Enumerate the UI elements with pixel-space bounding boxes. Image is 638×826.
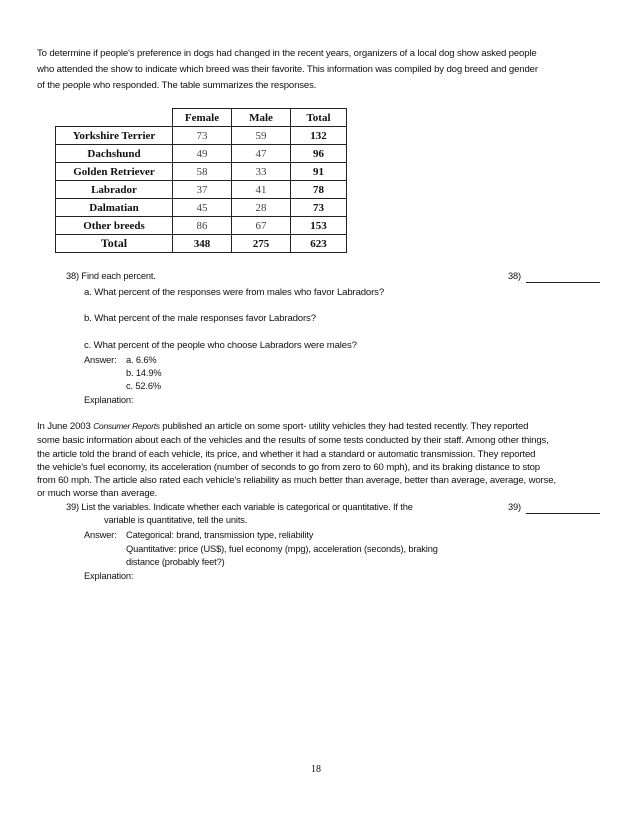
q39-prompt-line-1: 39) List the variables. Indicate whether each variable is categorical or quantitative. If the [66,502,413,512]
cell-male: 59 [232,127,291,145]
page-number: 18 [311,764,321,775]
row-label: Dachshund [56,145,173,163]
q38-answer-a: a. 6.6% [126,355,157,365]
q38-part-b: b. What percent of the male responses favor Labradors? [84,313,316,324]
q39-prompt-line-2: variable is quantitative, tell the units. [104,515,248,525]
q39-answer-line-2: Quantitative: price (US$), fuel economy (mpg), acceleration (seconds), braking [126,544,438,554]
table-total-row [56,235,347,253]
q39-answer-prefix: Answer: [84,530,117,540]
q38-answer-blank[interactable] [526,282,600,283]
cell-male: 33 [232,163,291,181]
cell-male: 47 [232,145,291,163]
q39-answer-blank[interactable] [526,513,600,514]
intro-line-1: To determine if people's preference in dogs had changed in the recent years, organizers of a local dog show asked people [37,48,537,59]
table-header-row [56,109,347,127]
q38-answer-b: b. 14.9% [126,368,162,378]
table-row [56,145,347,163]
para2-line-4: the vehicle's fuel economy, its acceleration (number of seconds to go from zero to 60 mph), and its braking distance to stop [37,462,540,473]
para2-line-6: or much worse than average. [37,488,158,499]
table-row [56,163,347,181]
q39-answer-line-3: distance (probably feet?) [126,557,225,567]
q38-answer-prefix: Answer: [84,355,117,365]
para2-line-2: some basic information about each of the vehicles and the results of some tests conducted by their staff. Among other things, [37,435,549,446]
intro-line-3: of the people who responded. The table summarizes the responses. [37,80,317,91]
q38-part-c: c. What percent of the people who choose Labradors were males? [84,340,357,351]
cell-female: 86 [173,217,232,235]
table-row [56,217,347,235]
para2-line-3: the article told the brand of each vehicle, its price, and whether it had a standard or automatic transmission. They reported [37,449,536,460]
q38-explanation: Explanation: [84,395,134,405]
cell-male: 28 [232,199,291,217]
header-female: Female [173,109,232,127]
intro-line-2: who attended the show to indicate which breed was their favorite. This information was compiled by dog breed and gender [37,64,538,75]
cell-female: 58 [173,163,232,181]
q38-answer-label: 38) [508,271,521,281]
header-total: Total [291,109,347,127]
table-row [56,199,347,217]
row-label: Other breeds [56,217,173,235]
table-corner [56,109,173,127]
cell-female: 37 [173,181,232,199]
cell-total: 153 [291,217,347,235]
row-label: Yorkshire Terrier [56,127,173,145]
para2-line1-post: published an article on some sport- utility vehicles they had tested recently. They reported [159,421,529,432]
cell-total: 78 [291,181,347,199]
cell-female: 45 [173,199,232,217]
cell-total: 96 [291,145,347,163]
para2-line-5: from 60 mph. The article also rated each vehicle's reliability as much better than average, better than average, average, worse, [37,475,556,486]
q39-answer-line-1: Categorical: brand, transmission type, reliability [126,530,314,540]
table-row [56,181,347,199]
publication-name: Consumer Reports [93,421,160,431]
cell-female: 73 [173,127,232,145]
total-total: 623 [291,235,347,253]
para2-line1-pre: In June 2003 [37,421,94,432]
row-label: Dalmatian [56,199,173,217]
cell-male: 67 [232,217,291,235]
row-label: Golden Retriever [56,163,173,181]
q38-part-a: a. What percent of the responses were from males who favor Labradors? [84,287,384,298]
cell-female: 49 [173,145,232,163]
q39-answer-label: 39) [508,502,521,512]
cell-male: 41 [232,181,291,199]
total-female: 348 [173,235,232,253]
row-label: Labrador [56,181,173,199]
table-row [56,127,347,145]
q38-answer-c: c. 52.6% [126,381,161,391]
q38-prompt: 38) Find each percent. [66,271,156,281]
cell-total: 73 [291,199,347,217]
cell-total: 91 [291,163,347,181]
q39-explanation: Explanation: [84,571,134,581]
para2-line-1 [37,420,528,433]
total-male: 275 [232,235,291,253]
cell-total: 132 [291,127,347,145]
dog-preference-table [55,108,347,253]
header-male: Male [232,109,291,127]
total-label: Total [56,235,173,253]
